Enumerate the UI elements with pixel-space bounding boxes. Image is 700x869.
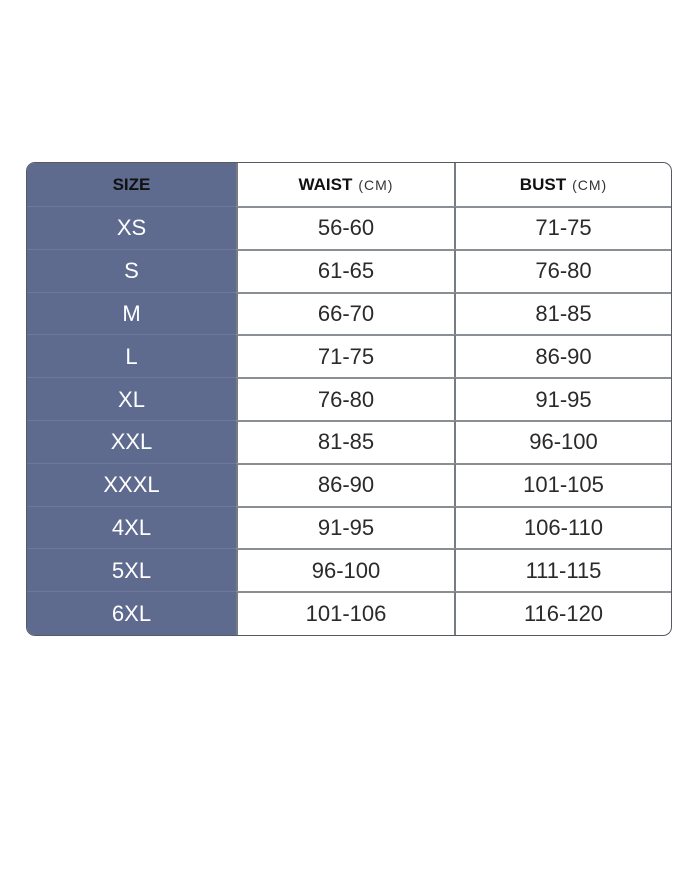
table-row <box>27 421 671 464</box>
bust-cell: 101-105 <box>454 464 671 507</box>
bust-cell: 106-110 <box>454 507 671 550</box>
waist-cell: 71-75 <box>236 335 454 378</box>
header-waist <box>236 163 454 207</box>
size-chart-table <box>26 162 672 636</box>
size-cell: XL <box>118 386 145 412</box>
table-row <box>27 549 671 592</box>
waist-cell: 96-100 <box>236 549 454 592</box>
header-waist-label: WAIST <box>298 175 353 194</box>
waist-cell: 61-65 <box>236 250 454 293</box>
table-row <box>27 250 671 293</box>
bust-cell: 76-80 <box>454 250 671 293</box>
waist-cell: 76-80 <box>236 378 454 421</box>
waist-cell: 56-60 <box>236 207 454 250</box>
table-row <box>27 207 671 250</box>
size-cell: L <box>125 343 138 369</box>
waist-cell: 86-90 <box>236 464 454 507</box>
bust-cell: 91-95 <box>454 378 671 421</box>
size-cell: S <box>124 258 139 284</box>
table-header-row <box>27 163 671 207</box>
bust-cell: 116-120 <box>454 592 671 635</box>
table-row <box>27 335 671 378</box>
bust-cell: 111-115 <box>454 549 671 592</box>
bust-cell: 71-75 <box>454 207 671 250</box>
size-cell: 6XL <box>111 600 152 626</box>
table-row <box>27 378 671 421</box>
bust-cell: 96-100 <box>454 421 671 464</box>
size-cell: XXXL <box>103 472 160 498</box>
table-row <box>27 592 671 635</box>
header-bust <box>454 163 671 207</box>
waist-cell: 91-95 <box>236 507 454 550</box>
size-cell: 5XL <box>111 557 152 583</box>
header-bust-label: BUST <box>519 175 567 194</box>
size-cell: XS <box>116 215 147 241</box>
size-cell: XXL <box>110 429 153 455</box>
waist-cell: 81-85 <box>236 421 454 464</box>
table-row <box>27 507 671 550</box>
bust-cell: 81-85 <box>454 293 671 336</box>
header-waist-unit: (CM) <box>358 177 394 193</box>
table-row <box>27 464 671 507</box>
bust-cell: 86-90 <box>454 335 671 378</box>
size-cell: M <box>122 300 141 326</box>
header-size: SIZE <box>112 175 151 194</box>
table-row <box>27 293 671 336</box>
size-cell: 4XL <box>111 514 152 540</box>
header-bust-unit: (CM) <box>572 177 608 193</box>
waist-cell: 101-106 <box>236 592 454 635</box>
waist-cell: 66-70 <box>236 293 454 336</box>
